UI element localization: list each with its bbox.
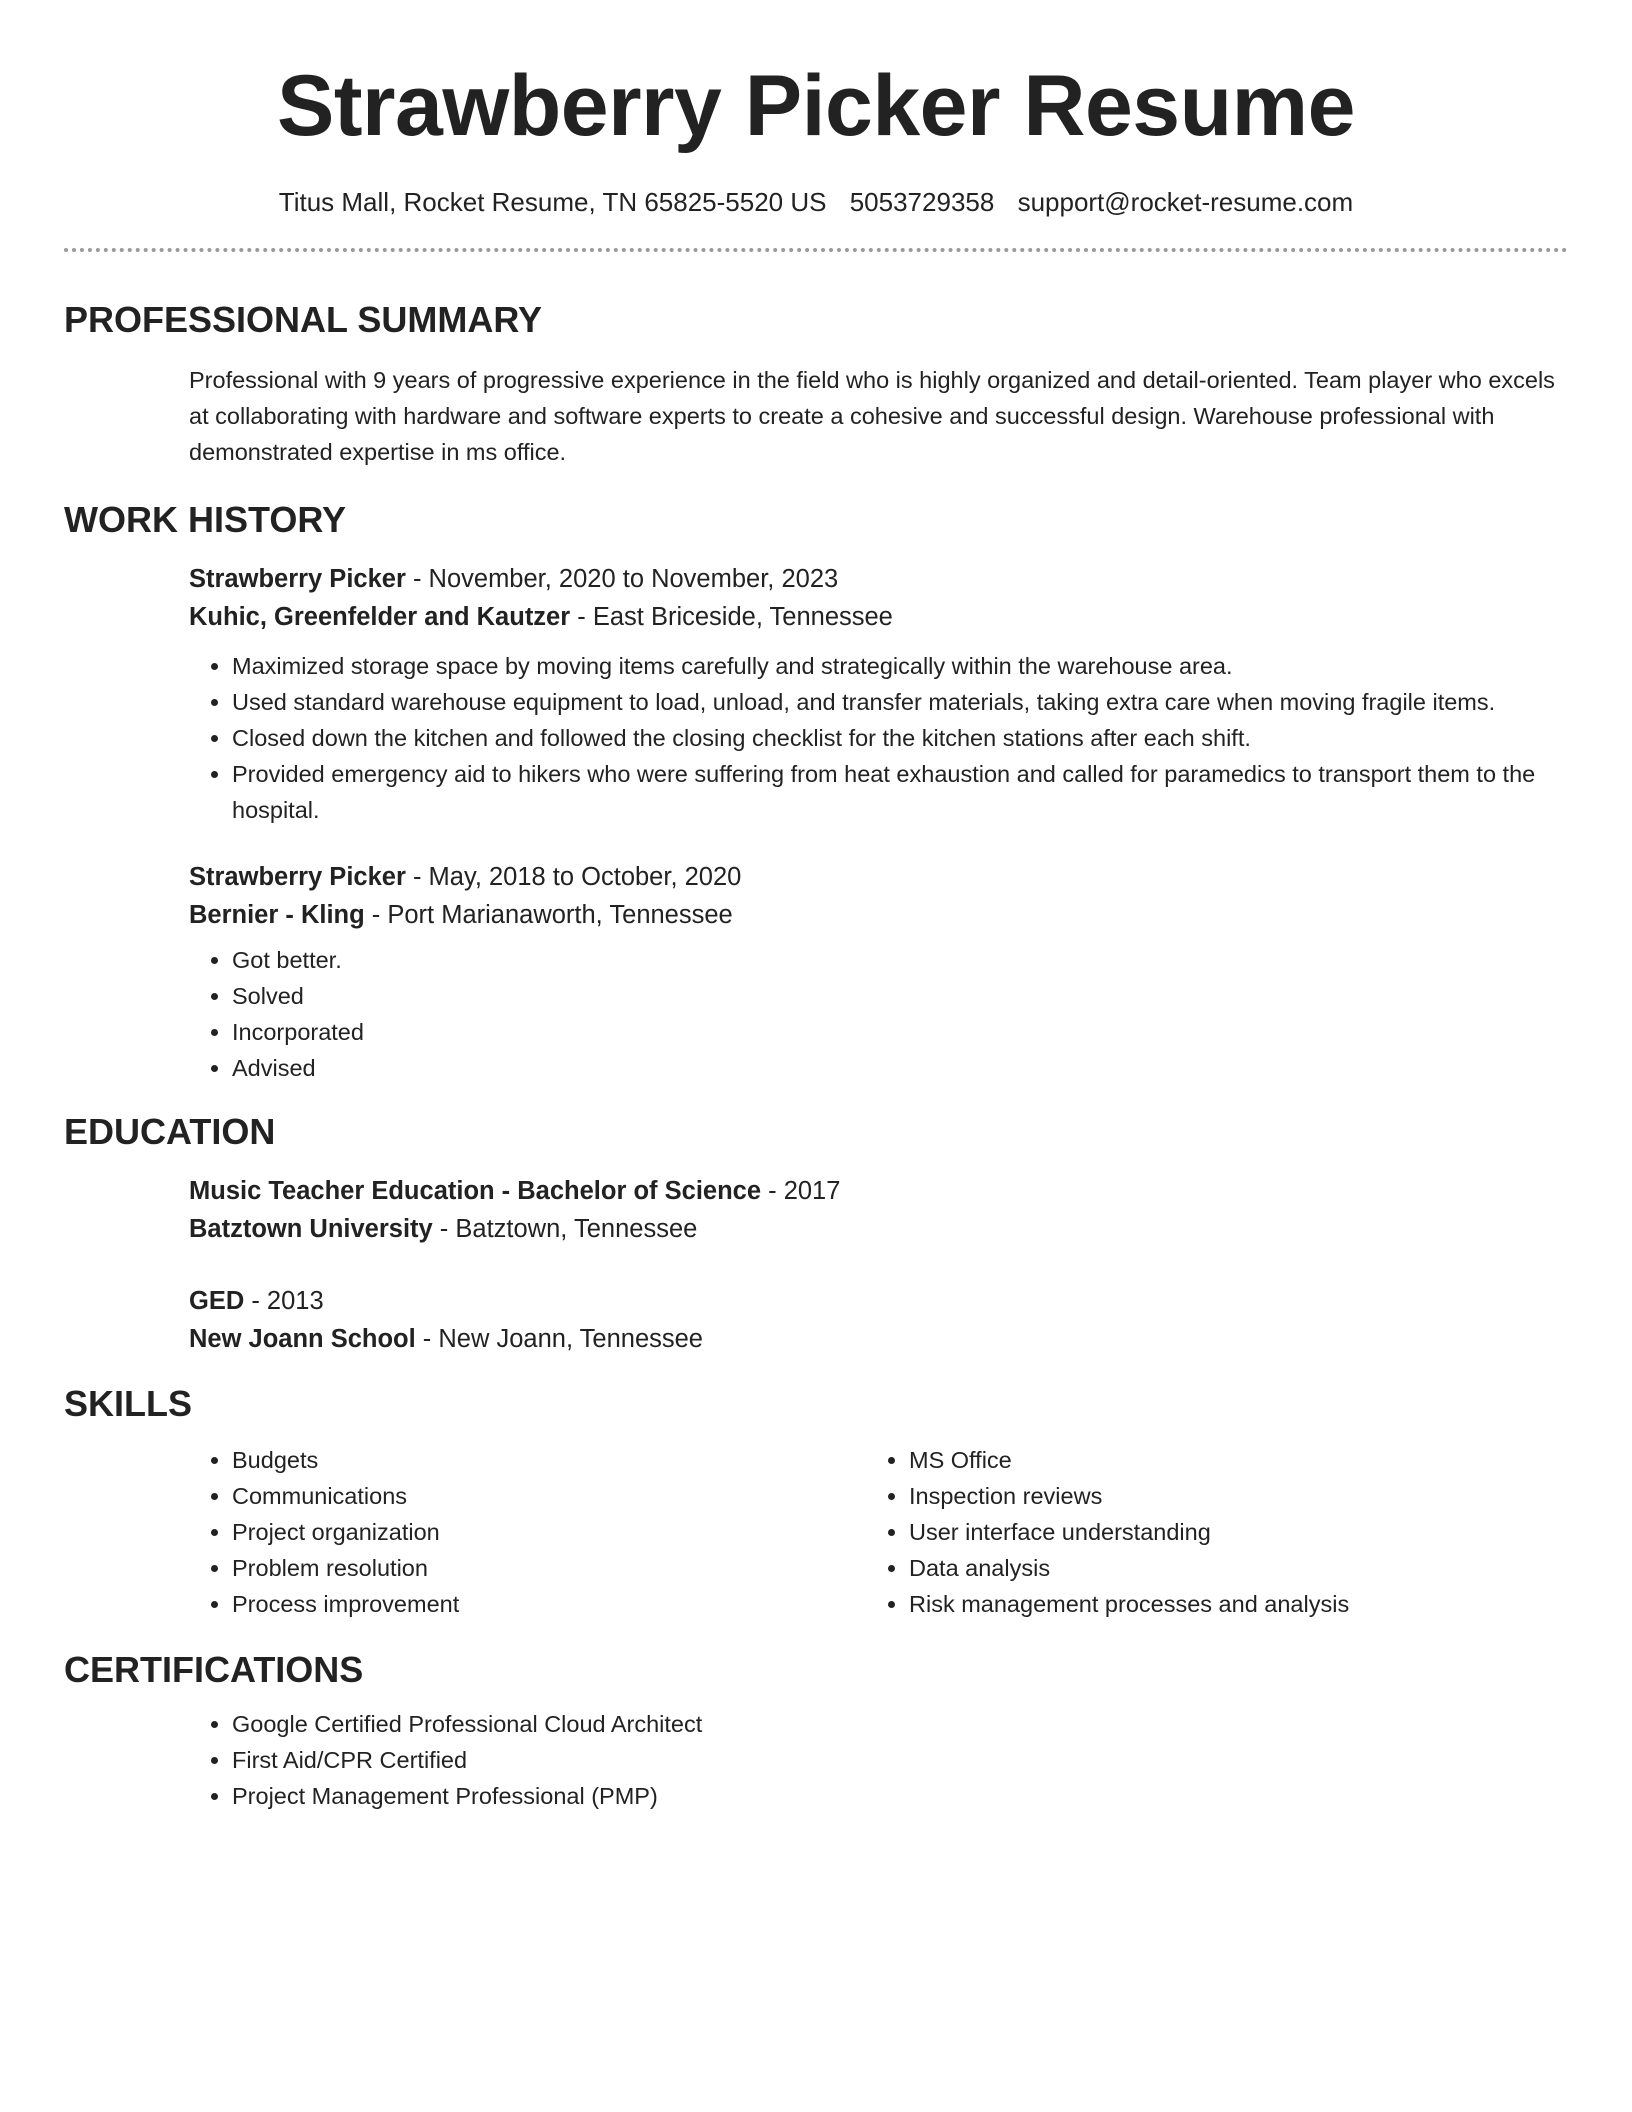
- certifications-section: [64, 1648, 1568, 1814]
- list-item: • Communications: [232, 1478, 866, 1514]
- job-location: - Port Marianaworth, Tennessee: [364, 901, 733, 929]
- contact-email: support@rocket-resume.com: [1017, 187, 1354, 217]
- school-location: - Batztown, Tennessee: [432, 1215, 698, 1243]
- list-item: • Used standard warehouse equipment to load, unload, and transfer materials, taking extra care when moving fragile items.: [232, 684, 1568, 720]
- school: Batztown University: [189, 1215, 433, 1243]
- job-location: - East Briceside, Tennessee: [570, 603, 893, 631]
- job-title: Strawberry Picker: [189, 565, 406, 593]
- list-item: • Risk management processes and analysis: [909, 1586, 1568, 1622]
- education-section: [64, 1110, 1568, 1358]
- list-item: • Got better.: [232, 942, 1568, 978]
- job-company: Bernier - Kling: [189, 901, 365, 929]
- summary-body: [189, 362, 1568, 470]
- list-item: • Budgets: [232, 1442, 866, 1478]
- list-item: • Closed down the kitchen and followed the closing checklist for the kitchen stations after each shift.: [232, 720, 1568, 756]
- contact-address: Titus Mall, Rocket Resume, TN 65825-5520 US: [278, 187, 827, 217]
- contact-phone: 5053729358: [849, 187, 995, 217]
- degree: Music Teacher Education - Bachelor of Science: [189, 1177, 762, 1205]
- skills-heading: SKILLS: [64, 1383, 193, 1424]
- degree-line: [189, 1282, 1568, 1320]
- certifications-heading: CERTIFICATIONS: [64, 1649, 364, 1690]
- degree-line: [189, 1172, 1568, 1210]
- list-item: • Provided emergency aid to hikers who were suffering from heat exhaustion and called for paramedics to transport them to the hospital.: [232, 756, 1568, 828]
- summary-text: Professional with 9 years of progressive experience in the field who is highly organized and detail-oriented. Team player who excels at collaborating with hardware and software experts to create a cohesive and successful design. Warehouse professional with demonstrated expertise in ms office.: [189, 367, 1555, 465]
- list-item: • Data analysis: [909, 1550, 1568, 1586]
- summary-section: [64, 298, 1568, 470]
- list-item: • MS Office: [909, 1442, 1568, 1478]
- list-item: • Google Certified Professional Cloud Architect: [232, 1706, 1568, 1742]
- school-line: [189, 1320, 1568, 1358]
- job-title-line: [189, 560, 1568, 598]
- certifications-list: [189, 1706, 1568, 1814]
- skills-list-left: [189, 1442, 866, 1622]
- certifications-body: [189, 1706, 1568, 1814]
- school-line: [189, 1210, 1568, 1248]
- degree: GED: [189, 1287, 245, 1315]
- work-heading: WORK HISTORY: [64, 499, 347, 540]
- job-title: Strawberry Picker: [189, 863, 406, 891]
- school: New Joann School: [189, 1325, 416, 1353]
- skills-column-left: [189, 1442, 866, 1622]
- skills-column-right: [866, 1442, 1568, 1622]
- list-item: • First Aid/CPR Certified: [232, 1742, 1568, 1778]
- list-item: • Advised: [232, 1050, 1568, 1086]
- job-company-line: [189, 896, 1568, 934]
- school-location: - New Joann, Tennessee: [415, 1325, 703, 1353]
- job-duties: [189, 942, 1568, 1086]
- resume-title: Strawberry Picker Resume: [277, 58, 1355, 154]
- list-item: • Problem resolution: [232, 1550, 866, 1586]
- list-item: • User interface understanding: [909, 1514, 1568, 1550]
- header-divider: [64, 248, 1568, 252]
- job-company-line: [189, 598, 1568, 636]
- job-dates: - May, 2018 to October, 2020: [405, 863, 742, 891]
- contact-line: [64, 184, 1568, 220]
- job-entry: [189, 560, 1568, 828]
- list-item: • Maximized storage space by moving items carefully and strategically within the warehouse area.: [232, 648, 1568, 684]
- list-item: • Solved: [232, 978, 1568, 1014]
- education-heading: EDUCATION: [64, 1111, 276, 1152]
- job-title-line: [189, 858, 1568, 896]
- skills-list-right: [866, 1442, 1568, 1622]
- job-company: Kuhic, Greenfelder and Kautzer: [189, 603, 571, 631]
- skills-grid: [189, 1442, 1568, 1622]
- education-entry: [189, 1282, 1568, 1358]
- list-item: • Process improvement: [232, 1586, 866, 1622]
- job-entry: [189, 858, 1568, 1086]
- list-item: • Project organization: [232, 1514, 866, 1550]
- summary-heading: PROFESSIONAL SUMMARY: [64, 299, 543, 340]
- degree-year: - 2013: [244, 1287, 324, 1315]
- job-duties: [189, 648, 1568, 828]
- degree-year: - 2017: [761, 1177, 841, 1205]
- education-entry: [189, 1172, 1568, 1248]
- list-item: • Incorporated: [232, 1014, 1568, 1050]
- work-section: [64, 498, 1568, 1086]
- list-item: • Project Management Professional (PMP): [232, 1778, 1568, 1814]
- skills-section: [64, 1382, 1568, 1622]
- job-dates: - November, 2020 to November, 2023: [405, 565, 839, 593]
- list-item: • Inspection reviews: [909, 1478, 1568, 1514]
